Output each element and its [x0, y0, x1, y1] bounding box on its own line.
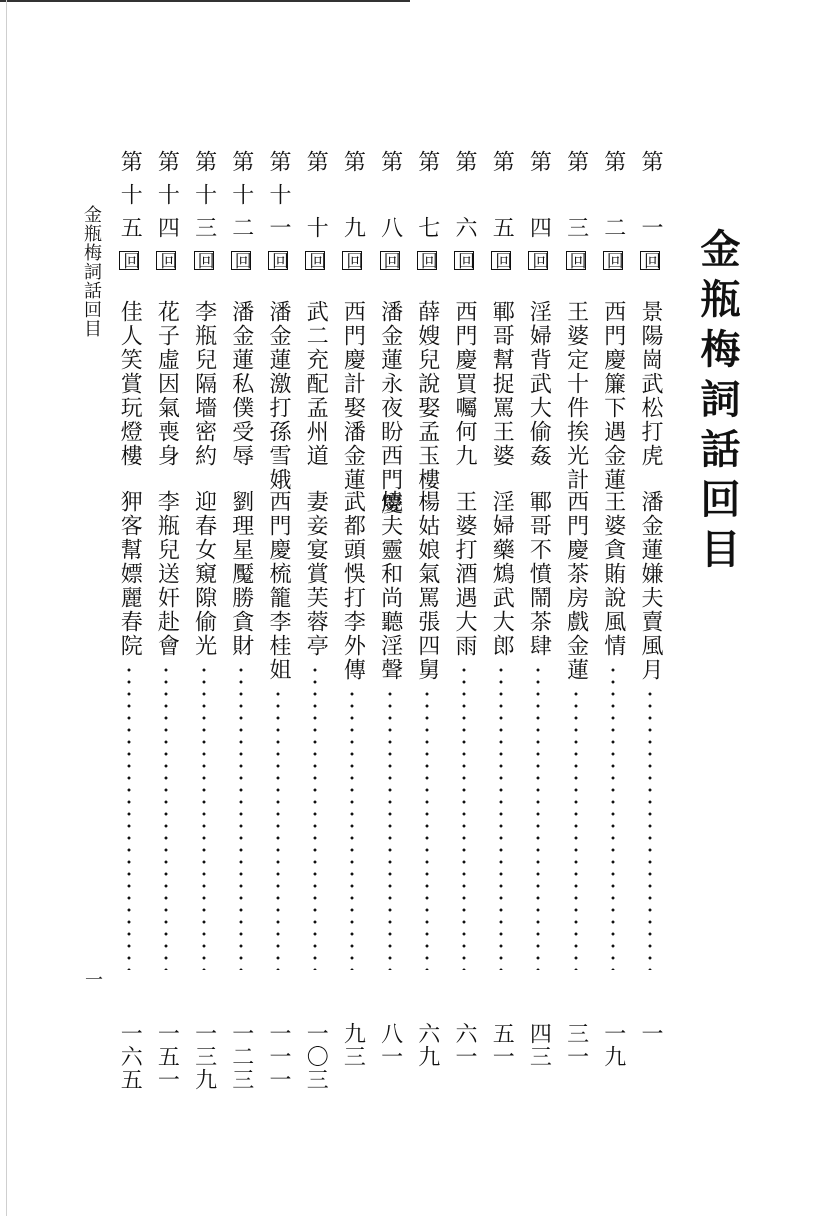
chapter-number-text: 第十一 [266, 150, 291, 249]
page-number: 一 [638, 1022, 663, 1045]
hui-mark: 回 [454, 252, 474, 269]
chapter-number-text: 第 三 [563, 150, 589, 249]
chapter-title-first: 西門慶簾下遇金蓮 [600, 300, 626, 492]
chapter-entry [374, 150, 406, 1110]
hui-mark: 回 [379, 252, 400, 269]
chapter-entry [522, 150, 554, 1110]
chapter-number [374, 150, 406, 270]
hui-mark: 回 [602, 252, 623, 269]
chapter-number [485, 150, 517, 270]
chapter-title-first: 西門慶買囑何九 [452, 300, 477, 468]
chapter-entry [225, 150, 257, 1110]
hui-mark: 回 [491, 252, 512, 269]
hui-mark: 回 [268, 252, 288, 269]
hui-mark: 回 [193, 252, 214, 269]
chapter-entry [262, 150, 294, 1110]
chapter-entry [188, 150, 220, 1110]
chapter-number [597, 150, 629, 270]
leader-dots [127, 664, 131, 970]
running-head: 金瓶梅詞話回目 [81, 205, 102, 338]
page-number: 一三九 [191, 1022, 217, 1091]
chapter-title-first: 潘金蓮永夜盼西門慶 [377, 300, 403, 516]
hui-mark: 回 [230, 252, 251, 269]
chapter-entry [597, 150, 629, 1110]
page-number: 八一 [377, 1022, 403, 1068]
chapter-entry [634, 150, 666, 1110]
hui-mark: 回 [119, 252, 140, 269]
chapter-title-second: 淫婦藥鴆武大郎 [489, 490, 515, 658]
leader-dots [648, 688, 652, 970]
page-number: 一六五 [117, 1022, 143, 1091]
chapter-title-second: 潘金蓮嫌夫賣風月 [638, 490, 663, 682]
leader-dots [388, 688, 392, 970]
chapter-number [448, 150, 480, 270]
chapter-title-second: 武都頭悞打李外傳 [340, 490, 366, 682]
leader-dots [350, 688, 354, 970]
hui-mark: 回 [528, 252, 549, 269]
chapter-entry [299, 150, 331, 1110]
chapter-number [634, 150, 666, 270]
chapter-entry [113, 150, 145, 1110]
chapter-number-text: 第十二 [228, 150, 254, 249]
page-number: 五一 [489, 1022, 515, 1068]
page-number: 一九 [600, 1022, 626, 1068]
chapter-title-second: 西門慶梳籠李桂姐 [266, 490, 291, 682]
leader-dots [574, 688, 578, 970]
chapter-title-second: 西門慶茶房戲金蓮 [563, 490, 589, 682]
chapter-title-second: 王婆打酒遇大雨 [452, 490, 477, 658]
leader-dots [536, 664, 540, 970]
chapter-entry [448, 150, 480, 1110]
page-number: 一五一 [154, 1022, 180, 1091]
hui-mark: 回 [342, 252, 363, 269]
chapter-title-second: 狎客幫嫖麗春院 [117, 490, 143, 658]
page-number: 六一 [452, 1022, 477, 1068]
chapter-title-first: 潘金蓮私僕受辱 [228, 300, 254, 468]
chapter-number-text: 第 九 [340, 150, 366, 249]
page-title: 金瓶梅詞話回目 [694, 228, 741, 578]
chapter-title-first: 武二充配孟州道 [303, 300, 329, 468]
chapter-title-second: 李瓶兒送奸赴會 [154, 490, 180, 658]
chapter-number-text: 第 八 [377, 150, 403, 249]
leader-dots [313, 664, 317, 970]
hui-mark: 回 [305, 252, 326, 269]
leader-dots [499, 664, 503, 970]
chapter-title-first: 薛嫂兒說娶孟玉樓 [414, 300, 440, 492]
page-number: 三一 [563, 1022, 589, 1068]
chapter-title-first: 王婆定十件挨光計 [563, 300, 589, 492]
chapter-title-second: 燒夫靈和尚聽淫聲 [377, 490, 403, 682]
page-number: 一二三 [228, 1022, 254, 1091]
chapter-number-text: 第十五 [117, 150, 143, 249]
chapter-title-first: 淫婦背武大偷姦 [526, 300, 552, 468]
chapter-title-first: 花子虛因氣喪身 [154, 300, 180, 468]
folio-number: 一 [82, 970, 103, 988]
chapter-title-first: 鄆哥幫捉罵王婆 [489, 300, 515, 468]
leader-dots [611, 664, 615, 970]
hui-mark: 回 [565, 252, 586, 269]
page-number: 一一一 [266, 1022, 291, 1091]
chapter-title-first: 李瓶兒隔墻密約 [191, 300, 217, 468]
gutter-edge [6, 0, 7, 1216]
chapter-number-text: 第十四 [154, 150, 180, 249]
leader-dots [425, 688, 429, 970]
chapter-number-text: 第 四 [526, 150, 552, 249]
chapter-title-second: 迎春女窺隙偷光 [191, 490, 217, 658]
chapter-entry [560, 150, 592, 1110]
chapter-entry [336, 150, 368, 1110]
page-number: 一〇三 [303, 1022, 329, 1091]
chapter-entry [150, 150, 182, 1110]
chapter-number-text: 第 一 [638, 150, 663, 249]
chapter-number-text: 第 十 [303, 150, 329, 249]
chapter-number-text: 第 六 [452, 150, 477, 249]
hui-mark: 回 [416, 252, 437, 269]
page-number: 六九 [414, 1022, 440, 1068]
page-number: 九三 [340, 1022, 366, 1068]
chapter-title-first: 景陽崗武松打虎 [638, 300, 663, 468]
chapter-number [150, 150, 182, 270]
chapter-number-text: 第 七 [414, 150, 440, 249]
leader-dots [276, 688, 280, 970]
chapter-number [113, 150, 145, 270]
chapter-number [262, 150, 294, 270]
chapter-entry [485, 150, 517, 1110]
chapter-number [336, 150, 368, 270]
chapter-number-text: 第 五 [489, 150, 515, 249]
chapter-number [188, 150, 220, 270]
leader-dots [164, 664, 168, 970]
chapter-title-second: 妻妾宴賞芙蓉亭 [303, 490, 329, 658]
chapter-title-first: 潘金蓮激打孫雪娥 [266, 300, 291, 492]
chapter-number-text: 第十三 [191, 150, 217, 249]
hui-mark: 回 [640, 252, 660, 269]
chapter-number [560, 150, 592, 270]
hui-mark: 回 [156, 252, 177, 269]
chapter-number-text: 第 二 [600, 150, 626, 249]
chapter-number [225, 150, 257, 270]
chapter-title-first: 西門慶計娶潘金蓮 [340, 300, 366, 492]
chapter-number [299, 150, 331, 270]
chapter-title-second: 楊姑娘氣罵張四舅 [414, 490, 440, 682]
page-number: 四三 [526, 1022, 552, 1068]
top-rule [0, 0, 410, 2]
chapter-number [411, 150, 443, 270]
chapter-title-second: 王婆貪賄說風情 [600, 490, 626, 658]
chapter-entry [411, 150, 443, 1110]
leader-dots [239, 664, 243, 970]
chapter-title-second: 劉理星魘勝貪財 [228, 490, 254, 658]
chapter-title-first: 佳人笑賞玩燈樓 [117, 300, 143, 468]
leader-dots [462, 664, 466, 970]
leader-dots [202, 664, 206, 970]
chapter-title-second: 鄆哥不憤鬧茶肆 [526, 490, 552, 658]
chapter-number [522, 150, 554, 270]
